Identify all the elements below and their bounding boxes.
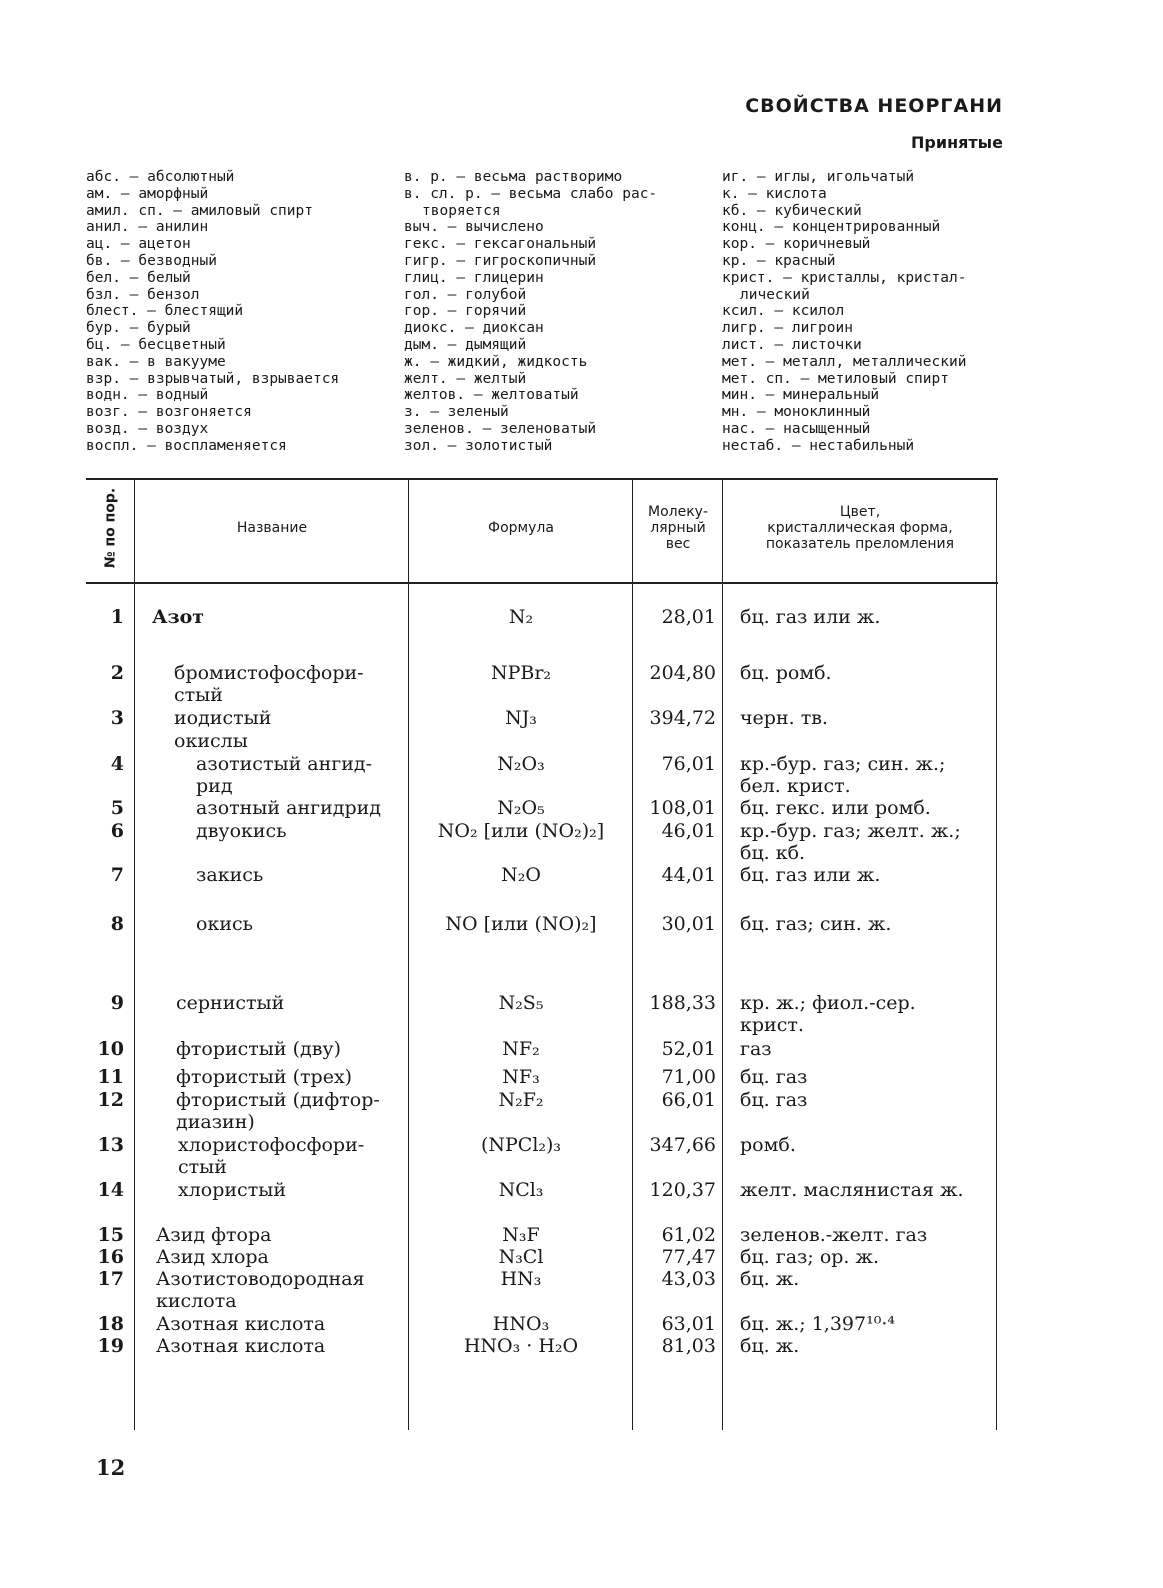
abbrev-item: лист. — листочки [722,336,862,353]
row-description: бц. гекс. или ромб. [740,797,931,819]
abbrev-item-continuation: лический [740,286,810,303]
row-name: фтористый (трех) [176,1066,353,1088]
abbreviations-column-1 [86,169,339,455]
row-formula: HNO₃ [492,1313,550,1335]
row-weight: 81,03 [661,1335,716,1357]
abbrev-item: к. — кислота [722,185,827,202]
abbrev-item: мин. — минеральный [722,387,880,404]
abbrev-item: амил. сп. — амиловый спирт [86,202,313,219]
row-weight: 46,01 [661,820,716,842]
row-weight: 66,01 [661,1089,716,1111]
row-number: 6 [110,820,124,842]
row-description: зеленов.-желт. газ [740,1224,928,1246]
row-formula: N₂O₅ [497,797,545,819]
row-weight: 77,47 [661,1246,716,1268]
row-number: 4 [110,753,124,775]
running-title: СВОЙСТВА НЕОРГАНИ [745,95,1003,117]
row-name: азотистый ангид- рид [196,753,373,797]
row-number: 5 [110,797,124,819]
row-formula: N₂O [501,864,541,886]
abbrev-item: мет. сп. — метиловый спирт [722,370,949,387]
column-divider [632,478,633,1430]
column-divider [408,478,409,1430]
abbrev-item: з. — зеленый [404,404,509,421]
header-number-cell [86,478,134,578]
abbrev-item: в. сл. р. — весьма слабо рас- [404,185,658,202]
row-name: бромистофосфори- стый [174,662,364,706]
abbrev-item: ксил. — ксилол [722,303,845,320]
row-weight: 28,01 [661,606,716,628]
row-formula: NO₂ [или (NO₂)₂] [437,820,605,842]
abbrev-item: диокс. — диоксан [404,320,544,337]
abbrev-item: бел. — белый [86,269,191,286]
header-number-label: № по пор. [102,487,119,569]
row-formula: N₃F [502,1224,540,1246]
row-name: азотный ангидрид [196,797,381,819]
row-weight: 61,02 [661,1224,716,1246]
row-description: бц. ж.; 1,397¹⁰·⁴ [740,1313,895,1335]
row-formula: NPBr₂ [490,662,552,684]
abbrev-item: мн. — моноклинный [722,404,871,421]
row-number: 3 [110,707,124,729]
header-bottom-rule [86,582,998,584]
row-weight: 63,01 [661,1313,716,1335]
column-divider [996,478,997,1430]
row-description: бц. газ или ж. [740,864,881,886]
abbrev-item: зол. — золотистый [404,437,553,454]
abbrev-item: желт. — желтый [404,370,527,387]
row-name: Азот [152,606,205,628]
row-name: окислы [174,730,248,752]
row-name: сернистый [176,992,285,1014]
abbrev-item: в. р. — весьма растворимо [404,169,623,185]
abbreviations-column-2 [404,169,657,455]
row-formula: N₂S₅ [498,992,544,1014]
abbrev-item: бзл. — бензол [86,286,200,303]
row-weight: 71,00 [661,1066,716,1088]
row-name: иодистый [174,707,272,729]
row-number: 16 [97,1246,124,1268]
row-description: бц. газ [740,1066,808,1088]
row-number: 2 [110,662,124,684]
row-formula: N₃Cl [498,1246,544,1268]
row-formula: HN₃ [500,1268,542,1290]
row-number: 15 [97,1224,124,1246]
abbrev-item: зеленов. — зеленоватый [404,420,597,437]
row-number: 1 [110,606,124,628]
row-description: бц. ж. [740,1268,800,1290]
row-description: бц. ж. [740,1335,800,1357]
abbrev-item: возг. — возгоняется [86,404,252,421]
abbrev-item: водн. — водный [86,387,209,404]
column-divider [722,478,723,1430]
abbrev-item: ац. — ацетон [86,236,191,253]
row-weight: 204,80 [649,662,716,684]
row-number: 12 [97,1089,124,1111]
header-name: Название [236,520,308,536]
header-molecular-weight: Молеку- лярный вес [648,504,708,552]
header-description: Цвет, кристаллическая форма, показатель преломления [765,504,955,552]
abbrev-item: кор. — коричневый [722,236,871,253]
row-weight: 108,01 [649,797,716,819]
row-formula: NJ₃ [505,707,537,729]
row-weight: 347,66 [649,1134,716,1156]
row-name: Азид фтора [156,1224,272,1246]
abbrev-item: абс. — абсолютный [86,169,235,185]
row-name: закись [196,864,264,886]
abbrev-item: нас. — насыщенный [722,420,871,437]
row-name: двуокись [196,820,287,842]
row-description: бц. газ [740,1089,808,1111]
row-description: газ [740,1038,772,1060]
abbrev-item: кр. — красный [722,252,836,269]
row-number: 8 [110,913,124,935]
row-description: бц. газ; ор. ж. [740,1246,880,1268]
abbrev-item: крист. — кристаллы, кристал- [722,269,967,286]
row-formula: NO [или (NO)₂] [445,913,597,935]
row-name: фтористый (дву) [176,1038,342,1060]
abbrev-item: блест. — блестящий [86,303,244,320]
row-formula: N₂ [508,606,534,628]
row-formula: (NPCl₂)₃ [480,1134,562,1156]
abbrev-item: бур. — бурый [86,320,191,337]
row-name: Азид хлора [156,1246,269,1268]
row-name: окись [196,913,253,935]
abbrev-item: конц. — концентрированный [722,219,941,236]
abbrev-item: вак. — в вакууме [86,353,226,370]
abbrev-item: иг. — иглы, игольчатый [722,169,915,185]
row-weight: 76,01 [661,753,716,775]
row-number: 19 [97,1335,124,1357]
row-description: бц. газ или ж. [740,606,881,628]
row-number: 9 [110,992,124,1014]
abbrev-item-continuation: творяется [422,202,501,219]
row-formula: N₂O₃ [497,753,545,775]
row-formula: HNO₃ · H₂O [463,1335,579,1357]
row-name: Азотная кислота [156,1313,326,1335]
row-formula: NCl₃ [498,1179,544,1201]
abbrev-item: дым. — дымящий [404,336,527,353]
row-description: кр.-бур. газ; желт. ж.; бц. кб. [740,820,961,864]
abbrev-item: анил. — анилин [86,219,209,236]
abbrev-item: воспл. — воспламеняется [86,437,287,454]
row-description: бц. ромб. [740,662,832,684]
abbrev-item: кб. — кубический [722,202,862,219]
abbrev-item: мет. — металл, металлический [722,353,967,370]
row-description: черн. тв. [740,707,828,729]
row-name: фтористый (дифтор- диазин) [176,1089,380,1133]
row-number: 7 [110,864,124,886]
abbrev-item: бц. — бесцветный [86,336,226,353]
abbreviations-subtitle: Принятые [911,133,1003,152]
page-number: 12 [96,1455,126,1480]
row-weight: 52,01 [661,1038,716,1060]
row-description: кр.-бур. газ; син. ж.; бел. крист. [740,753,946,797]
row-weight: 43,03 [661,1268,716,1290]
abbrev-item: взр. — взрывчатый, взрывается [86,370,340,387]
abbrev-item: лигр. — лигроин [722,320,853,337]
row-name: хлористофосфори- стый [178,1134,365,1178]
abbrev-item: глиц. — глицерин [404,269,544,286]
abbrev-item: нестаб. — нестабильный [722,437,915,454]
row-number: 18 [97,1313,124,1335]
row-description: ромб. [740,1134,796,1156]
row-number: 13 [97,1134,124,1156]
abbrev-item: бв. — безводный [86,252,217,269]
abbrev-item: выч. — вычислено [404,219,544,236]
row-description: кр. ж.; фиол.-сер. крист. [740,992,916,1036]
row-number: 10 [97,1038,124,1060]
row-name: Азотистоводородная кислота [156,1268,365,1312]
abbrev-item: гекс. — гексагональный [404,236,597,253]
abbrev-item: ам. — аморфный [86,185,209,202]
abbrev-item: возд. — воздух [86,420,209,437]
row-number: 17 [97,1268,124,1290]
row-number: 14 [97,1179,124,1201]
abbrev-item: гор. — горячий [404,303,527,320]
row-weight: 188,33 [649,992,716,1014]
row-formula: N₂F₂ [498,1089,544,1111]
row-description: желт. маслянистая ж. [740,1179,964,1201]
compound-table [86,478,998,1430]
header-formula: Формула [488,520,554,536]
abbrev-item: гол. — голубой [404,286,527,303]
row-formula: NF₃ [502,1066,540,1088]
row-weight: 120,37 [649,1179,716,1201]
column-divider [134,478,135,1430]
abbrev-item: гигр. — гигроскопичный [404,252,597,269]
row-name: хлористый [178,1179,286,1201]
abbrev-item: ж. — жидкий, жидкость [404,353,588,370]
row-weight: 44,01 [661,864,716,886]
abbreviations-column-3 [722,169,966,455]
row-number: 11 [97,1066,124,1088]
abbrev-item: желтов. — желтоватый [404,387,579,404]
row-weight: 30,01 [661,913,716,935]
row-weight: 394,72 [649,707,716,729]
row-formula: NF₂ [502,1038,540,1060]
row-description: бц. газ; син. ж. [740,913,892,935]
row-name: Азотная кислота [156,1335,326,1357]
